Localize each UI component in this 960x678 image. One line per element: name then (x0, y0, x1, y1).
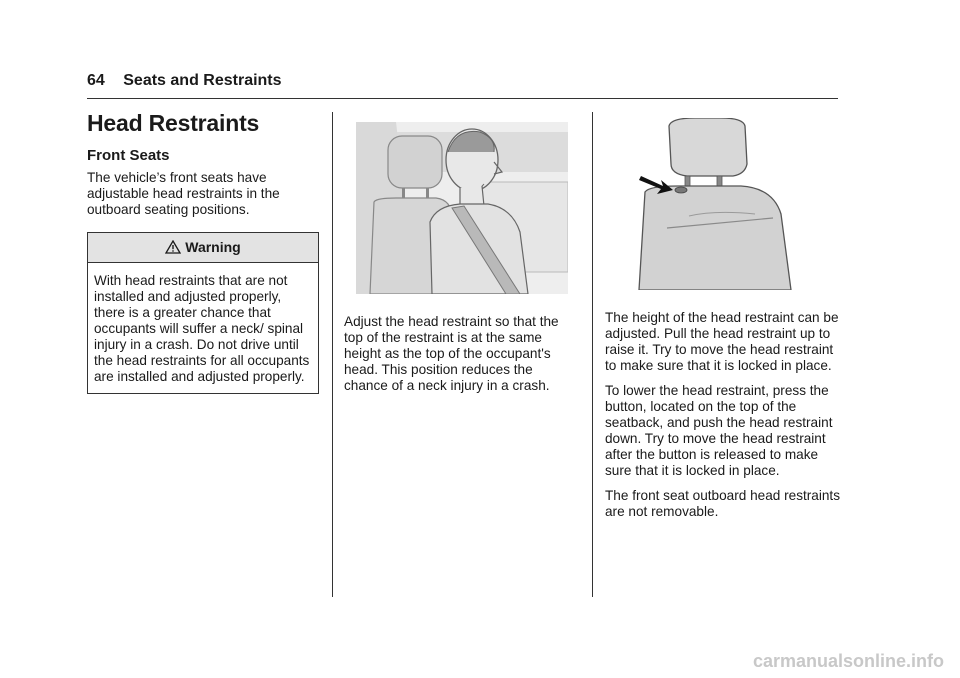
occupant-head-restraint-illustration (356, 122, 568, 294)
raise-paragraph: The height of the head restraint can be adjusted. Pull the head restraint up to raise it. Try to move the head restraint to make sure that it is locked in place. (605, 310, 839, 373)
warning-label: Warning (185, 239, 241, 255)
column-3 (605, 118, 845, 529)
header-rule (87, 98, 838, 99)
section-title: Seats and Restraints (123, 72, 282, 89)
page-header (87, 72, 282, 90)
warning-header (88, 233, 318, 263)
seat-adjust-button-illustration (605, 118, 845, 290)
not-removable-paragraph: The front seat outboard head restraints are not removable. (605, 488, 841, 519)
column-1 (87, 110, 319, 394)
page-number: 64 (87, 72, 105, 89)
column-divider-2 (592, 112, 593, 597)
lower-paragraph: To lower the head restraint, press the button, located on the top of the seatback, and push the head restraint down. Try to move the head restraint after the button is released to make sure that it is locked in place. (605, 383, 833, 478)
warning-text: With head restraints that are not installed and adjusted properly, there is a greater chance that occupants will suffer a neck/ spinal injury in a crash. Do not drive until the head restraints for all occupants are installed and adjusted properly. (94, 273, 310, 384)
warning-triangle-icon (165, 240, 181, 254)
column-2 (344, 118, 580, 403)
column-divider-1 (332, 112, 333, 597)
adjust-paragraph: Adjust the head restraint so that the top of the restraint is at the same height as the top of the occupant's head. This position reduces the chance of a neck injury in a crash. (344, 314, 559, 393)
page-title: Head Restraints (87, 110, 260, 136)
watermark-text: carmanualsonline.info (752, 651, 944, 671)
subsection-title: Front Seats (87, 147, 170, 164)
intro-paragraph: The vehicle’s front seats have adjustable head restraints in the outboard seating positions. (87, 170, 280, 217)
warning-box (87, 232, 319, 394)
